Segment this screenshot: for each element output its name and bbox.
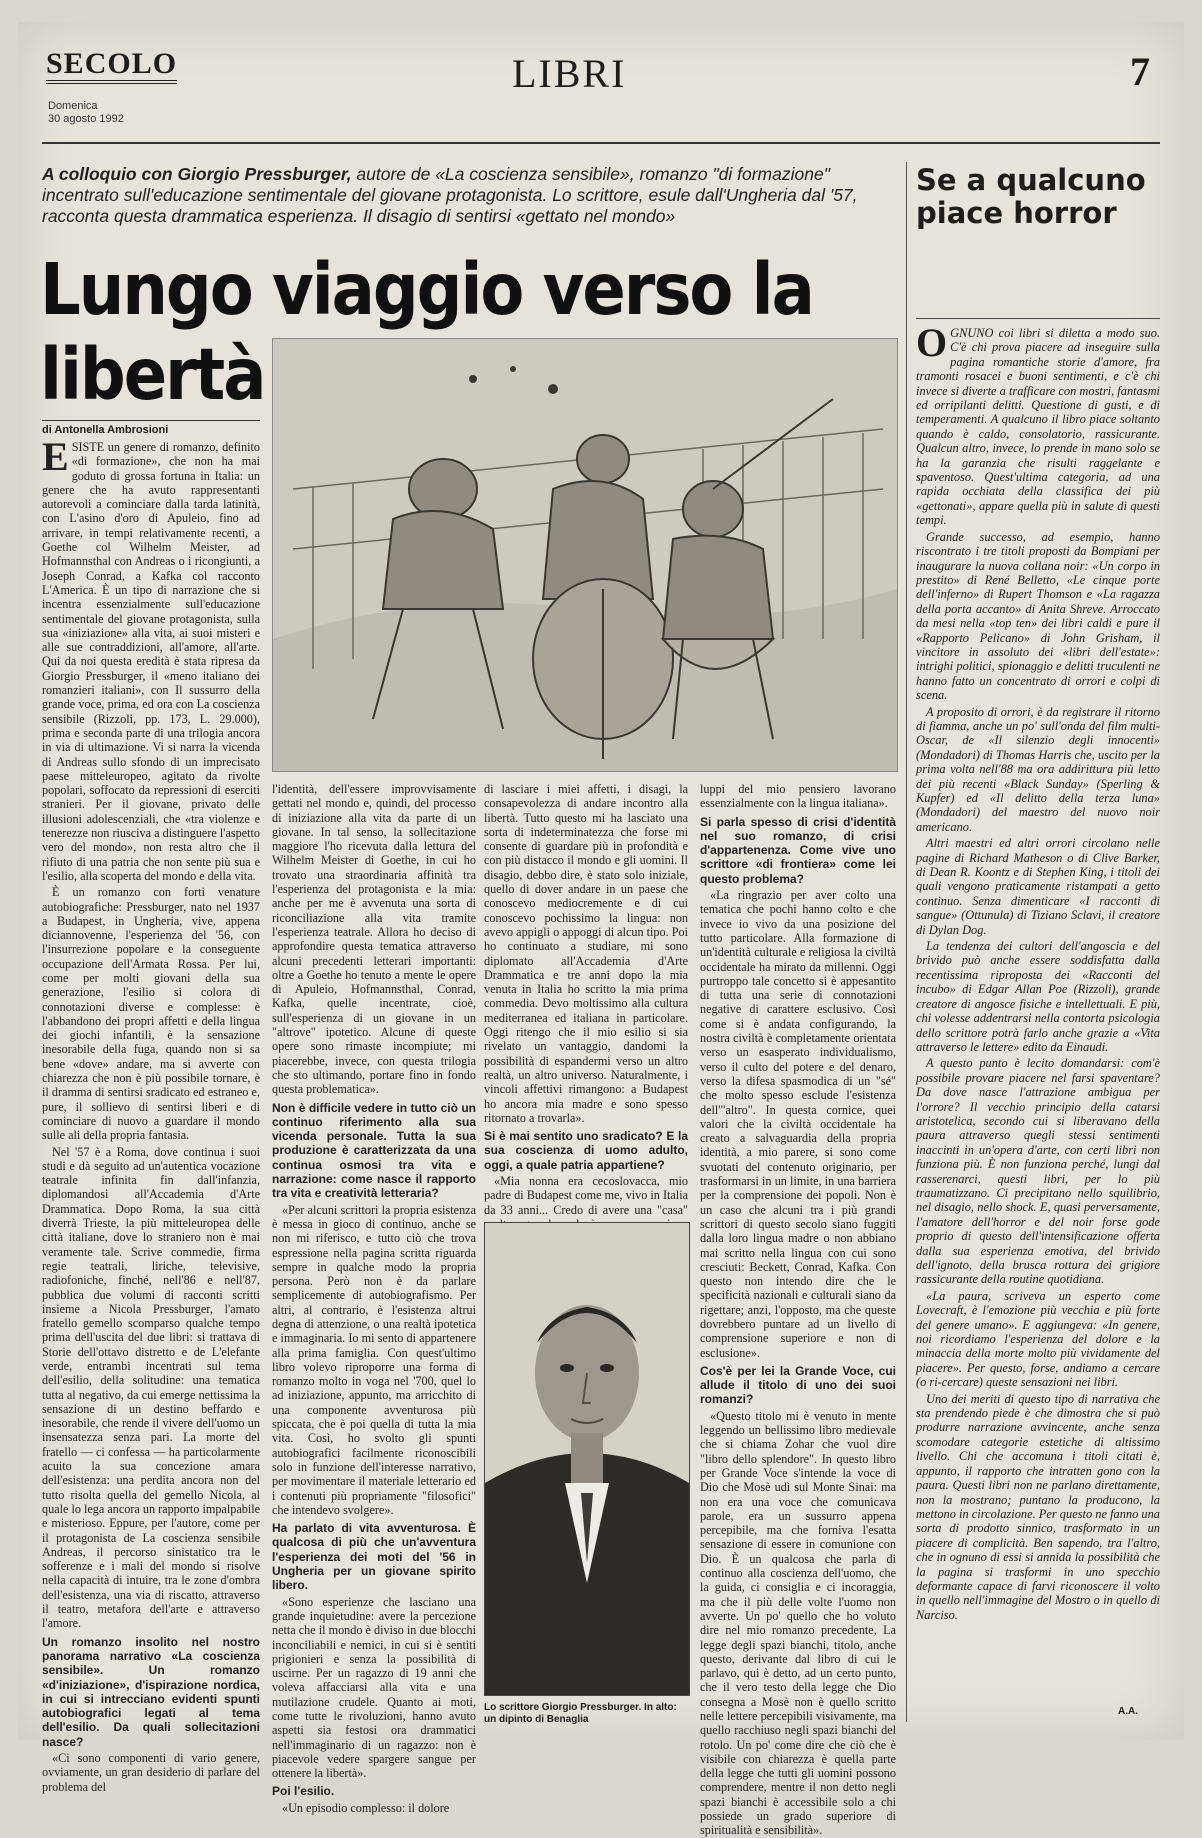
- paragraph: Altri maestri ed altri orrori circolano nelle pagine di Richard Matheson o di Clive Barker, di Dean R. Koontz e di Stephen King, i titoli dei quali vengono praticamente ristampati a getto continuo. Senza dimenticare «I racconti di sangue» (Ottunula) di Tiziano Sclavi, il creatore di Dylan Dog.: [916, 836, 1160, 937]
- painting-illustration: [272, 338, 898, 772]
- article-column-1: [42, 434, 260, 1794]
- article-headline: Lungo viaggio verso la libertà: [40, 249, 813, 418]
- interview-question: Non è difficile vedere in tutto ciò un continuo riferimento alla sua vicenda personale. Tutta la sua produzione è caratterizzata da una continua osmosi tra vita e narrazione: come nasce il rapporto tra vita e creatività letteraria?: [272, 1100, 476, 1201]
- publication-date: [48, 100, 124, 126]
- kicker-bold: A colloquio con Giorgio Pressburger,: [42, 164, 352, 184]
- newspaper-page: [18, 22, 1184, 1838]
- sidebar-title: Se a qualcuno piace horror: [916, 163, 1146, 230]
- interview-question: Si è mai sentito uno sradicato? E la sua coscienza di uomo adulto, oggi, a quale patria appartiene?: [484, 1129, 688, 1172]
- paragraph: di lasciare i miei affetti, i disagi, la consapevolezza di andare incontro alla libertà. Tutto questo mi ha lasciato una sorta di indeterminatezza che forse mi consente di guardare più in profondità e con più distacco il mondo e gli uomini. Il disagio, debbo dire, è stato solo iniziale, quello di dover andare in un paese che conoscevo mediocremente e di cui conoscevo pochissimo la lingua: non avevo appigli o appoggi di alcun tipo. Poi ho continuato a studiare, mi sono diplomato all'Accademia d'Arte Drammatica e tre anni dopo la mia venuta in Italia ho scritto la mia prima commedia. Devo moltissimo alla cultura mediterranea ed italiana in particolare. Oggi ritengo che il mio esilio si sia rivelato un vantaggio, dandomi la possibilità di espandermi verso un altro realtà, un altro universo. Naturalmente, i vincoli affettivi rimangono: a Budapest ho ancora mia madre e sono spesso ritornato a trovarla».: [484, 782, 688, 1125]
- interview-answer: «Un episodio complesso: il dolore: [282, 1800, 450, 1815]
- article-column-2: [272, 782, 476, 1815]
- interview-answer: «La ringrazio per aver colto una tematica che pochi hanno colto e che invece io vivo da una posizione del tutto particolare. Alla formazione di un'identità culturale e religiosa la civiltà occidentale ha mirato da millenni. Oggi purtroppo tale concetto si è appesantito di tutta una serie di connotazioni negative di carattere esclusivo. Così come si è andata configurando, la nostra civiltà è completamente orientata verso un esasperato individualismo, verso il culto del potere e del denaro, verso la difesa spasmodica di un "sé" che molto spesso esclude l'esistenza dell'"altro". In questa cornice, quei valori che la civiltà occidentale ha creato a salvaguardia della propria identità, a mio parere, si sono come svuotati del contenuto originario, per trasformarsi in un limite, in una barriera per la comprensione dei popoli. Non è un caso che alcuni tra i più grandi scrittori di questo secolo siano fuggiti dalla loro lingua madre o non abbiano mai scritto nella lingua con cui sono cresciuti: Beckett, Conrad, Kafka. Con questo non intendo dire che le specificità nazionali e culturali siano da rigettare; anzi, l'opposto, ma che queste dovrebbero puntare ad un livello di comprensione superiore e non di esclusione».: [700, 888, 896, 1360]
- paragraph: Uno dei meriti di questo tipo di narrativa che sta prendendo piede è che dimostra che si può produrre narrazione avvincente, anche senza scomodare categorie estetiche di altissimo livello. Chi che accomuna i titoli citati è, appunto, il rapporto che intratten gono con la paura. Questi libri non ne parlano direttamente, non la mostrano; puntano la producono, la mettono in circolazione. Per questo ne fanno una sorta di prodotto sinnico, trasformato in un piacere di complicità. Ben sapendo, tra l'altro, che in ognuno di essi si annida la possibilità che la pagina si trasformi in uno specchio deformante capace di farvi riconoscere il volto in quello nell'immagine del Mostro o in quello di Narciso.: [916, 1391, 1160, 1622]
- masthead-rule: [42, 142, 1160, 144]
- interview-answer: «Questo titolo mi è venuto in mente leggendo un bellissimo libro medievale che si chiama Zohar che vuol dire "libro dello splendore". In questo libro per Grande Voce s'intende la voce di Dio che Mosè udì sul Monte Sinai: ma non era una voce che comunicava parole, era un sussurro appena percepibile, ma che forniva l'esatta sensazione di essere in comunione con Dio. È un qualcosa che parla di continuo alla coscienza dell'uomo, che la guida, ci consiglia e ci incoraggia, ma che il più delle volte l'uomo non avverte. Un po' quello che ho voluto dire nel mio romanzo precedente, La legge degli spazi bianchi, titolo, anche questo, derivante dal libro di cui le parlavo, qui è detto, ad un certo punto, che il vero testo della legge che Dio consegna a Mosè non è quello scritto nelle lettere percepibili visivamente, ma quello racchiuso negli spazi bianchi del rotolo. Un po' come dire che ciò che è visibile con chiarezza è quella parte della legge che tutti gli uomini possono comprendere, mentre il non detto negli spazi bianchi è accessibile solo a chi possiede un grado superiore di spiritualità e sensibilità».: [700, 1408, 896, 1838]
- paragraph: ESISTE un genere di romanzo, definito «di formazione», che non ha mai goduto di grossa fortuna in Italia: un genere che ha avuto rappresentanti autorevoli a cominciare dalla tarda latinità, con L'asino d'oro di Apuleio, fino ad arrivare, in tempi relativamente recenti, a Goethe col Wilhelm Meister, ad Hofmannsthal con Andreas o i ricongiunti, a Joseph Conrad, a Kafka col racconto L'America. È un tipo di narrazione che si incentra essenzialmente sull'educazione sentimentale del giovane protagonista, sulla sua «iniziazione» alla vita, ai suoi misteri e alle sue contraddizioni, all'amore, all'arte. Qui da noi questa eredità è stata ripresa da Giorgio Pressburger, il «meno italiano dei romanzieri italiani», con Il sussurro della grande voce, prima, ed ora con La coscienza sensibile (Rizzoli, pp. 173, L. 29.000), prima e seconda parte di una trilogia ancora in via di ultimazione. Vi si narra la vicenda di Andreas sullo sfondo di un imprecisato paese mitteleuropeo, agitato da rivolte popolari, soffocato da repressioni di eserciti stranieri. Per il giovane, privato delle illusioni adolescenziali, che «tra violenze e tenerezze non riusciva a distinguere l'aspetto vero del mondo», non resta altro che il rifiuto di una patria che non sente più sua e l'esilio, alla scoperta del mondo e della vita.: [42, 434, 260, 883]
- paragraph: A questo punto è lecito domandarsi: com'è possibile provare piacere nel farsi spaventare? Da dove nasce l'attrazione ambigua per l'orrore? Il vecchio principio della catarsi aristotelica, secondo cui si liberavano della paura attraverso quegli stessi sentimenti inaccinti in un'opera d'arte, con certi libri non funziona più. È non funziona perché, lungi dal rasserenarci, questi libri, per lo più traumatizzano. Ci precipitano nello squilibrio, nel disagio, nello shock. E, quasi perversamente, l'amatore dell'horror e del noir forse gode proprio di questo dell'intensificazione offerta dalla sua esperienza emotiva, del brivido dell'ignoto, della brusca rottura dei grigiore rassicurante della routine quotidiana.: [916, 1056, 1160, 1287]
- paragraph: È un romanzo con forti venature autobiografiche: Pressburger, nato nel 1937 a Budapest, in Ungheria, vive, appena diciannovenne, l'esperienza del '56, con l'insurrezione popolare e la conseguente occupazione dell'Armata Rossa. Per lui, come per molti giovani della sua generazione, l'esilio si colora di connotazioni diverse e complesse: è l'abbandono dei propri affetti e della lingua dei giochi infantili, è la sensazione inesorabile della fuga, quando non si sa bene «dove» andare, ma si avverte con chiarezza che non è più possibile tornare, è il dramma di sentirsi sradicato ed estraneo e, pure, il sollievo di sentirsi liberi e di cominciare di nuovo a guardare il mondo sulle ali della propria fantasia.: [42, 885, 260, 1143]
- author-photo: [484, 1222, 690, 1696]
- masthead: [42, 42, 1160, 142]
- kicker-rest: autore de «La coscienza sensibile», romanzo "di formazione" incentrato sull'educazione sentimentale del giovane protagonista. Lo scrittore, esule dall'Ungheria dal '57, racconta questa drammatica esperienza. Il disagio di sentirsi «gettato nel mondo»: [42, 164, 858, 226]
- article-column-3: [484, 782, 688, 1217]
- paragraph: l'identità, dell'essere improvvisamente gettati nel mondo e, quindi, del processo di iniziazione alla vita da parte di un giovane. In tal senso, la sollecitazione maggiore l'ho ricevuta dalla lettura del Wilhelm Meister di Goethe, in cui ho trovato una straordinaria affinità tra l'esperienza del protagonista e la mia: anche per me è avvenuta una sorta di riconciliazione alla vita tramite l'esperienza teatrale. Allora ho deciso di approfondire questa tematica attraverso alcuni precedenti letterari importanti: oltre a Goethe ho tenuto a mente le opere di Apuleio, Hofmannsthal, Conrad, Kafka, quelle incentrate, cioè, sull'esperienza di un giovane in un "altrove" ipotetico. Alcune di queste opere sono rimaste incompiute; mi piacerebbe, invece, con questa trilogia che sto ultimando, portare fino in fondo questa problematica».: [272, 782, 476, 1097]
- interview-question: Cos'è per lei la Grande Voce, cui allude il titolo di uno dei suoi romanzi?: [700, 1363, 896, 1407]
- paragraph: La tendenza dei cultori dell'angoscia e del brivido può anche essere soddisfatta dalla recentissima riproposta dei «Racconti del incubo» di Edgar Allan Poe (Rizzoli), grande creatore di angosce fisiche e intellettuali. E più, chi volesse addentrarsi nella contorta psicologia dello scrittore potrà farlo anche grazie a «Vita attraverso le lettere» edito da Einaudi.: [916, 939, 1160, 1054]
- interview-question: Si parla spesso di crisi d'identità nel suo romanzo, di crisi d'appartenenza. Come vive uno scrittore «di frontiera» come lei questo problema?: [700, 814, 896, 886]
- drop-cap: E: [42, 434, 69, 479]
- paragraph: «La paura, scriveva un esperto come Lovecraft, è l'emozione più vecchia e più forte del genere umano». E aggiungeva: «In genere, noi ricordiamo l'esperienza del dolore e la minaccia della morte molto più vividamente del piacere». Per questo, forse, andiamo a cercare (o ri-cercare) queste sensazioni nei libri.: [916, 1288, 1160, 1390]
- paragraph: luppi del mio pensiero lavorano essenzialmente con la lingua italiana».: [700, 782, 896, 811]
- sidebar-rule: [916, 318, 1160, 319]
- article-column-4: [700, 782, 896, 1838]
- section-title: LIBRI: [512, 51, 627, 96]
- photo-caption: Lo scrittore Giorgio Pressburger. In alto: un dipinto di Benaglia: [484, 1702, 677, 1725]
- byline: di Antonella Ambrosioni: [42, 420, 260, 436]
- sidebar-column: [916, 320, 1160, 1718]
- musicians-painting: [273, 339, 897, 771]
- paragraph: A proposito di orrori, è da registrare il ritorno di fiamma, anche un po' sull'onda del film multi-Oscar, de «Il silenzio degli innocenti» (Mondadori) di Thomas Harris che, uscito per la prima volta nell'88 ma ora addirittura più letto dei più recenti «Black Sunday» (Sperling & Kupfer) ed «Il delitto della terza luna» (Mondadori) del maestro del nuovo noir americano.: [916, 704, 1160, 834]
- date-line-2: 30 agosto 1992: [48, 113, 124, 125]
- paragraph: Nel '57 è a Roma, dove continua i suoi studi e dà seguito ad un'autentica vocazione teatrale infinita fin dall'infanzia, diplomandosi all'Accademia d'Arte Drammatica. Dopo Roma, la sua città diverrà Trieste, la più mitteleuropea delle città italiane, dove lo straniero non è mai veramente tale. Scrive commedie, firma regie teatrali, liriche, televisive, radiofoniche, finché, nell'86 e nell'87, pubblica due volumi di racconti scritti insieme a Nicola Pressburger, l'amato fratello gemello scomparso qualche tempo prima dell'uscita del due libri: si trattava di Storie dell'ottavo distretto e de L'elefante verde, entrambi incentrati sul tema dell'esilio, della solitudine: una tematica tutta al negativo, da cui emerge nettissima la sensazione di un destino beffardo e inesorabile, che rende il vivere dell'uomo un insensatezza senza pari. La morte del fratello — ci confessa — ha particolarmente acuito la sua concezione amara dell'esistenza: una perdita ancora non del tutto risolta quella del gemello Nicola, al quale lo lega ancora un rapporto impalpabile e misterioso. Eppure, per l'autore, come per il protagonista de La coscienza sensibile Andreas, il percorso sinistatico tra le sofferenze e i mali del mondo si risolve nella capacità di intuire, tra le zone d'ombra dell'esistenza, una via di riscatto, attraverso il teatro, metafora dell'arte e attraverso l'amore.: [42, 1144, 260, 1631]
- portrait-photo: [485, 1223, 689, 1695]
- interview-answer: «Sono esperienze che lasciano una grande inquietudine: avere la percezione netta che il mondo è diviso in due blocchi inconciliabili e nemici, in cui si è sentiti prigionieri e senza la possibilità di uscirne. Per un ragazzo di 19 anni che voleva affacciarsi alla vita e una mutilazione crudele. Quanto ai moti, come tutte le rivoluzioni, hanno avuto aspetti sia festosi ora drammatici nell'immaginario di un ragazzo: non è piacevole vedere spargere sangue per ottenere la libertà».: [272, 1594, 476, 1781]
- interview-answer: «Per alcuni scrittori la propria esistenza è messa in gioco di continuo, anche se non mi riferisco, e tutto ciò che trova espressione nella pagina scritta riguarda sempre in qualche modo la propria persona. Però non è da parlare semplicemente di autobiografismo. Per altri, al contrario, è l'esistenza altrui degna di attenzione, o una realtà ipotetica e immaginaria. Io mi sento di appartenere alla prima famiglia. Con quest'ultimo libro volevo riproporre una forma di romanzo molto in voga nel '700, quel lo ad iniziazione, appunto, ma arricchito di una componente avventurosa più spiccata, che è poi quella di tutta la mia vita. Così, ho svolto gli spunti autobiografici facilmente riconoscibili solo in funzione dell'interesse narrativo, per movimentare il materiale letterario ed i contenuti più propriamente "filosofici" che intendevo svolgere».: [272, 1202, 476, 1517]
- drop-cap: O: [916, 320, 948, 365]
- interview-answer: «Ci sono componenti di vario genere, ovviamente, un gran desiderio di parlare del problema del: [42, 1751, 260, 1794]
- date-line-1: Domenica: [48, 100, 98, 112]
- article-kicker: [42, 164, 882, 227]
- column-divider: [906, 162, 907, 1722]
- author-signature: A.A.: [1118, 1706, 1138, 1717]
- interview-question: Un romanzo insolito nel nostro panorama narrativo «La coscienza sensibile». Un romanzo «d'iniziazione», d'ispirazione nordica, in cui si intrecciano evidenti spunti autobiografici legati al tema dell'esilio. Da quali sollecitazioni nasce?: [42, 1634, 260, 1749]
- newspaper-logo: SECOLO: [46, 48, 177, 84]
- page-number: 7: [1130, 49, 1150, 94]
- paragraph: OGNUNO coi libri si diletta a modo suo. C'è chi prova piacere ad inseguire sulla pagina romantiche storie d'amore, fra tramonti rosacei e buoni sentimenti, e c'è chi invece si diverte a trafficare con mostri, fantasmi ed orripilanti delitti. Questione di gusti, e di temperamenti. A qualcuno il libro piace soltanto quando è caldo, consolatorio, rassicurante. Qualcun altro, invece, lo prende in mano solo se ha la garanzia che risulti raggelante e spaventoso. Quest'ultima categoria, ad una rapida occhiata della classifica dei più «gettonati», appare quella più in salute di questi tempi.: [916, 320, 1160, 528]
- interview-answer: «Mia nonna era cecoslovacca, mio padre di Budapest come me, vivo in Italia da 33 anni... Credo di avere una "casa": [484, 1174, 688, 1217]
- interview-question: Ha parlato di vita avventurosa. È qualcosa di più che un'avventura l'esperienza dei moti del '56 in Ungheria per un giovane spirito libero.: [272, 1521, 476, 1593]
- paragraph: Grande successo, ad esempio, hanno riscontrato i tre titoli proposti da Bompiani per inaugurare la nuova collana noir: «Un corpo in prestito» di René Belletto, «Le cinque porte dell'inferno» di Rupert Thomson e «La ragazza della porta accanto» di Anita Shreve. Arroccato da mesi nella «top ten» dei libri caldi e pure il «Rapporto Pelicano» di John Grisham, il vincitore in assoluto dei «libri dell'estate»: intrighi politici, spionaggio e delitti truculenti ne hanno fatto un concentrato di orrori e colpi di scena.: [916, 529, 1160, 703]
- interview-question: Poi l'esilio.: [272, 1784, 335, 1799]
